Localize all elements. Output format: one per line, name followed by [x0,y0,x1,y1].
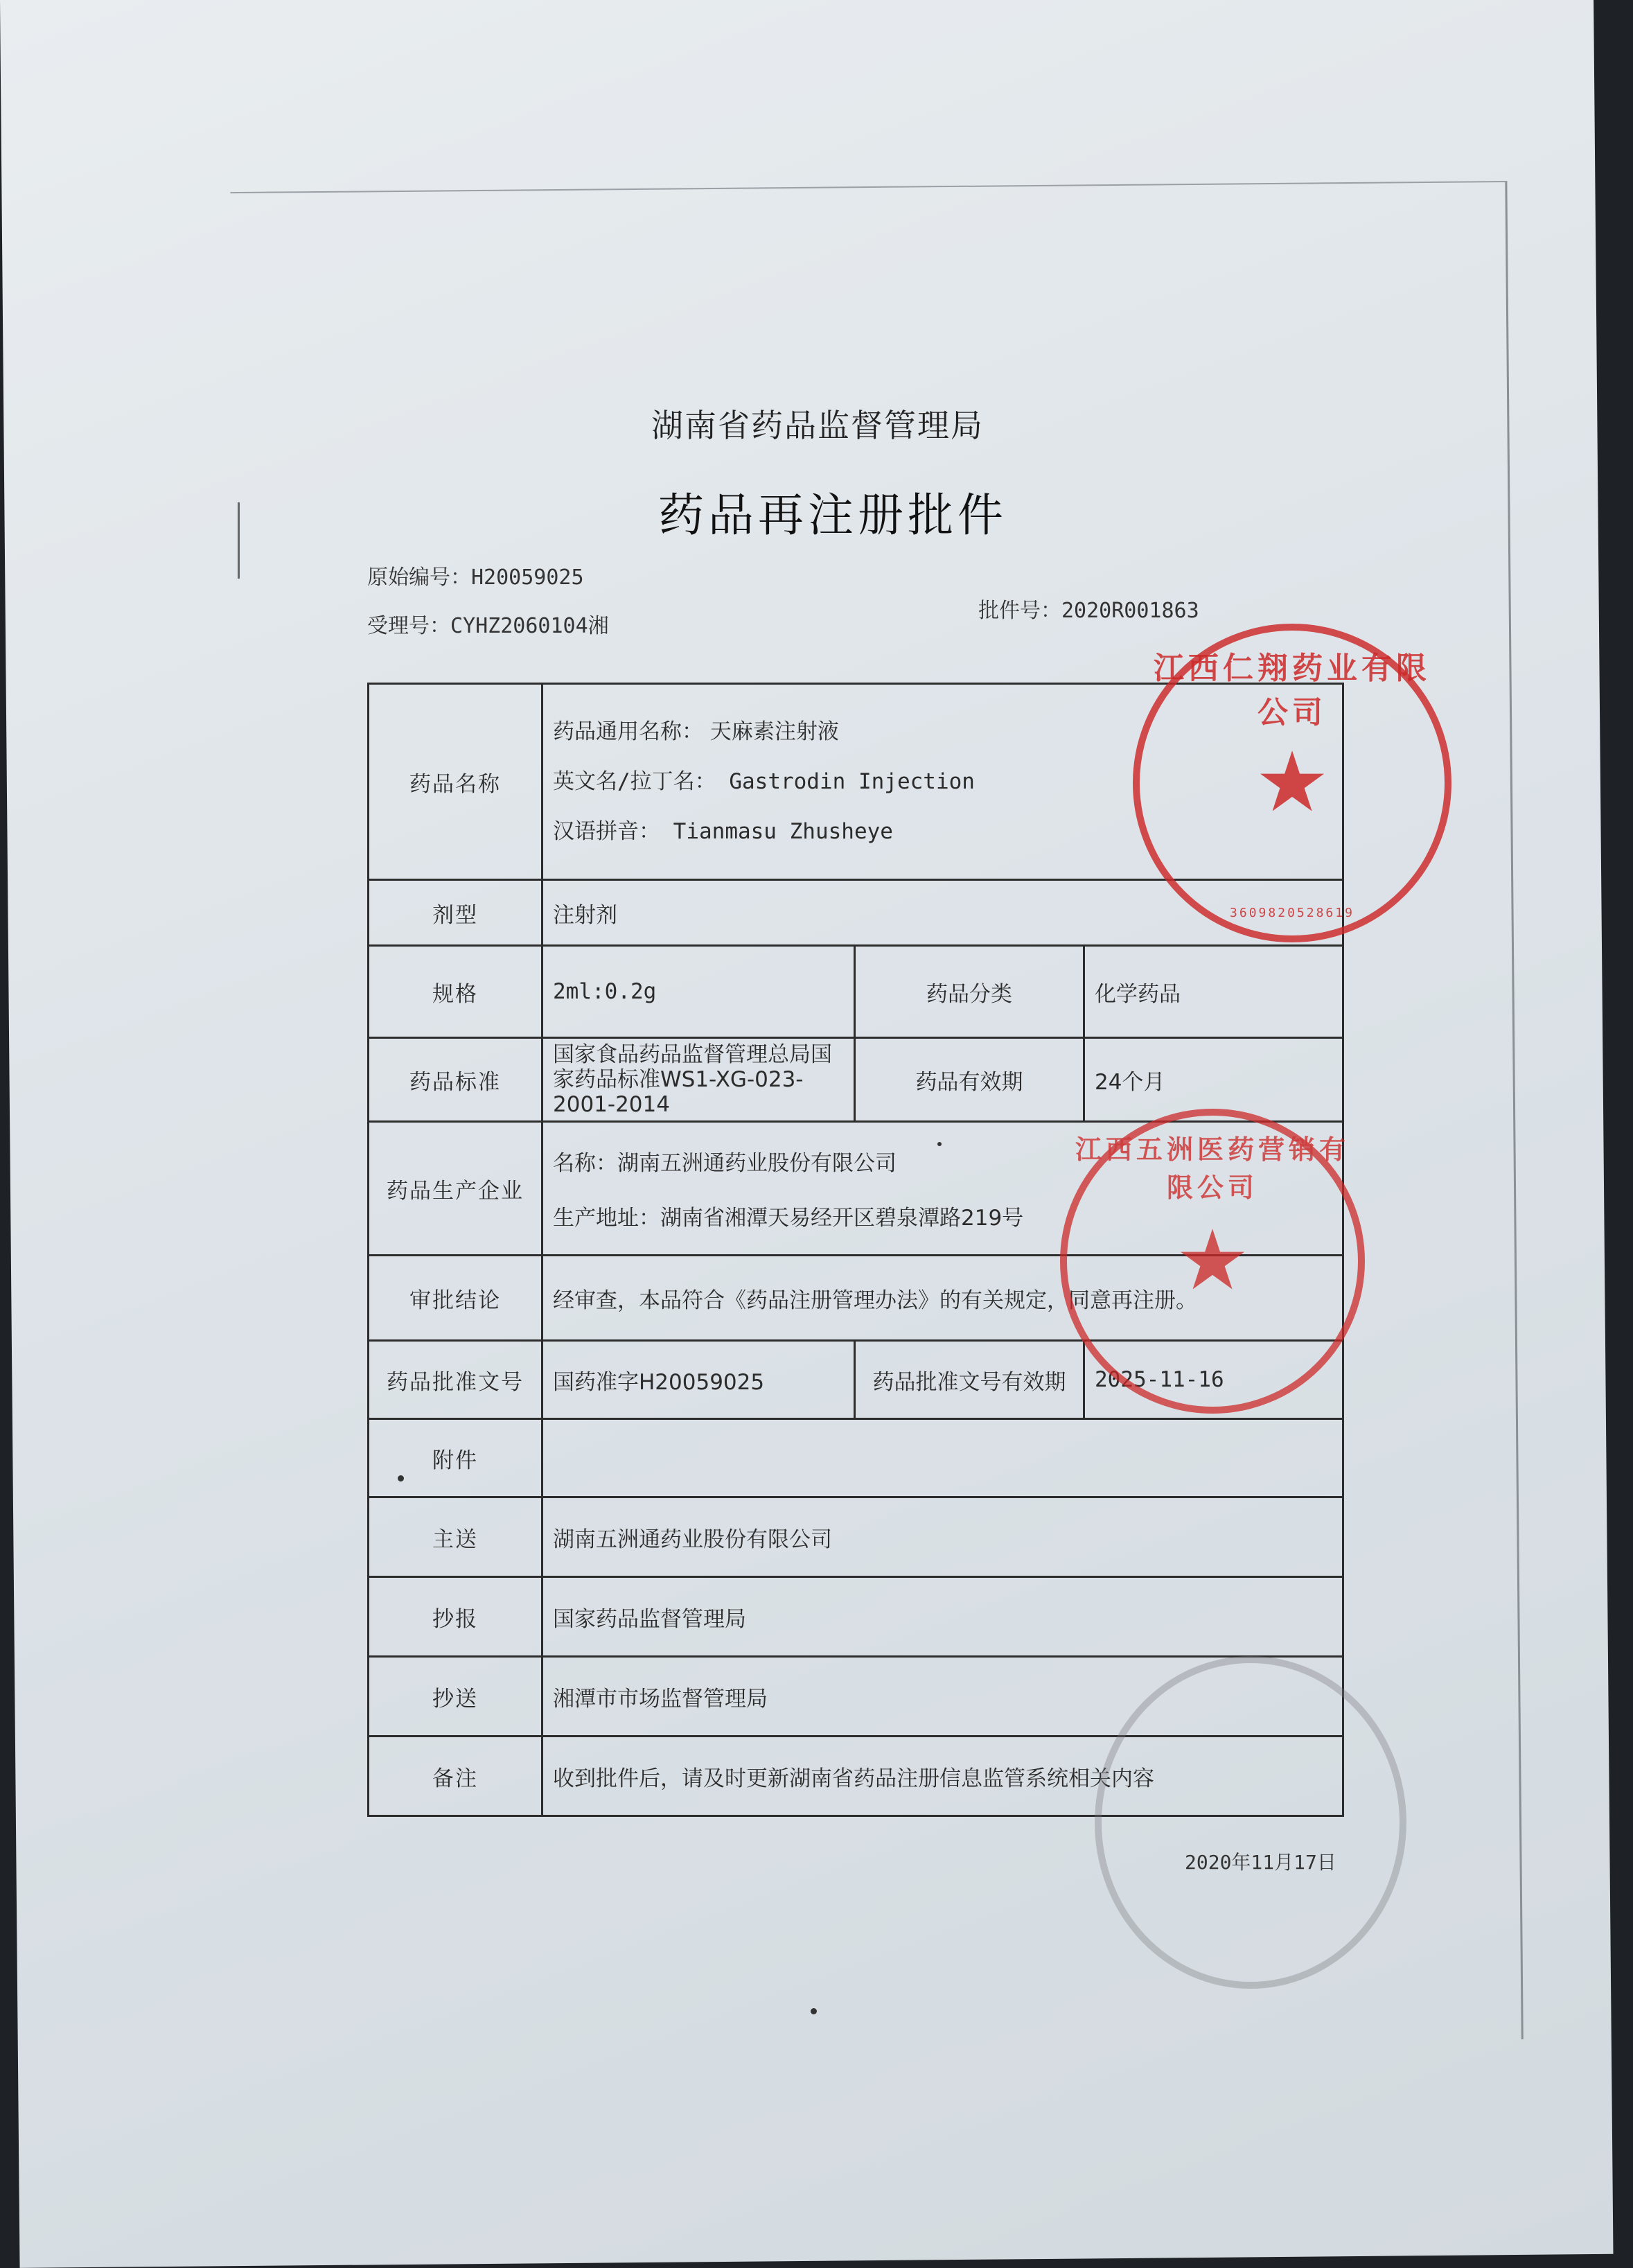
remarks-label: 备注 [369,1737,542,1816]
issue-date: 2020年11月17日 [1185,1851,1336,1874]
row-attachment [369,1419,1343,1497]
row-spec [369,946,1343,1038]
ink-dot [398,1475,404,1482]
original-number: 原始编号：H20059025 [367,565,584,590]
category-label: 药品分类 [855,946,1084,1038]
approval-expiry-value: 2025-11-16 [1084,1341,1343,1419]
attachment-value [542,1419,1343,1497]
company-seal-renxiang [1133,624,1451,942]
approval-expiry-label: 药品批准文号有效期 [855,1341,1084,1419]
validity-value: 24个月 [1084,1038,1343,1122]
approval-number-value: 国药准字H20059025 [542,1341,855,1419]
remarks-value: 收到批件后，请及时更新湖南省药品注册信息监管系统相关内容 [542,1737,1343,1816]
seal-text: 江西仁翔药业有限公司 [1154,651,1431,730]
cc-send-label: 抄送 [369,1657,542,1737]
seal-code: 3609820528619 [1230,906,1354,920]
manufacturer-label: 药品生产企业 [369,1122,542,1256]
cc-report-value: 国家药品监督管理局 [542,1577,1343,1657]
approval-document-number: 批件号：2020R001863 [978,599,1199,623]
validity-label: 药品有效期 [855,1038,1084,1122]
cc-send-value: 湘潭市市场监督管理局 [542,1657,1343,1737]
manufacturer-address: 生产地址：湖南省湘潭天易经开区碧泉潭路219号 [553,1206,1024,1231]
manufacturer-name: 名称：湖南五洲通药业股份有限公司 [553,1151,897,1176]
row-cc-report [369,1577,1343,1657]
attachment-label: 附件 [369,1419,542,1497]
conclusion-value: 经审查，本品符合《药品注册管理办法》的有关规定，同意再注册。 [542,1256,1343,1341]
spec-value: 2ml:0.2g [542,946,855,1038]
standard-label: 药品标准 [369,1038,542,1122]
star-icon: ★ [1175,1213,1250,1309]
main-recipient-label: 主送 [369,1497,542,1577]
acceptance-number: 受理号：CYHZ2060104湘 [367,614,609,638]
row-main-recipient [369,1497,1343,1577]
standard-value: 国家食品药品监督管理总局国家药品标准WS1-XG-023-2001-2014 [542,1038,855,1122]
conclusion-label: 审批结论 [369,1256,542,1341]
main-recipient-value: 湖南五洲通药业股份有限公司 [542,1497,1343,1577]
ink-dot [811,2008,817,2014]
english-name: 英文名/拉丁名： Gastrodin Injection [553,769,975,794]
ink-dot [937,1142,942,1146]
company-seal-wuzhou [1060,1109,1365,1414]
dosage-form-value: 注射剂 [542,880,1343,946]
authority-seal-faint [1095,1656,1406,1989]
issuing-authority: 湖南省药品监督管理局 [651,407,984,444]
generic-name: 药品通用名称： 天麻素注射液 [553,719,839,744]
dosage-form-label: 剂型 [369,880,542,946]
binding-mark [238,502,245,579]
approval-number-label: 药品批准文号 [369,1341,542,1419]
drug-name-label: 药品名称 [369,684,542,880]
cc-report-label: 抄报 [369,1577,542,1657]
star-icon: ★ [1255,735,1330,831]
spec-label: 规格 [369,946,542,1038]
pinyin-name: 汉语拼音： Tianmasu Zhusheye [553,819,893,844]
seal-text: 江西五洲医药营销有限公司 [1075,1134,1350,1203]
category-value: 化学药品 [1084,946,1343,1038]
document-title: 药品再注册批件 [658,489,1007,542]
